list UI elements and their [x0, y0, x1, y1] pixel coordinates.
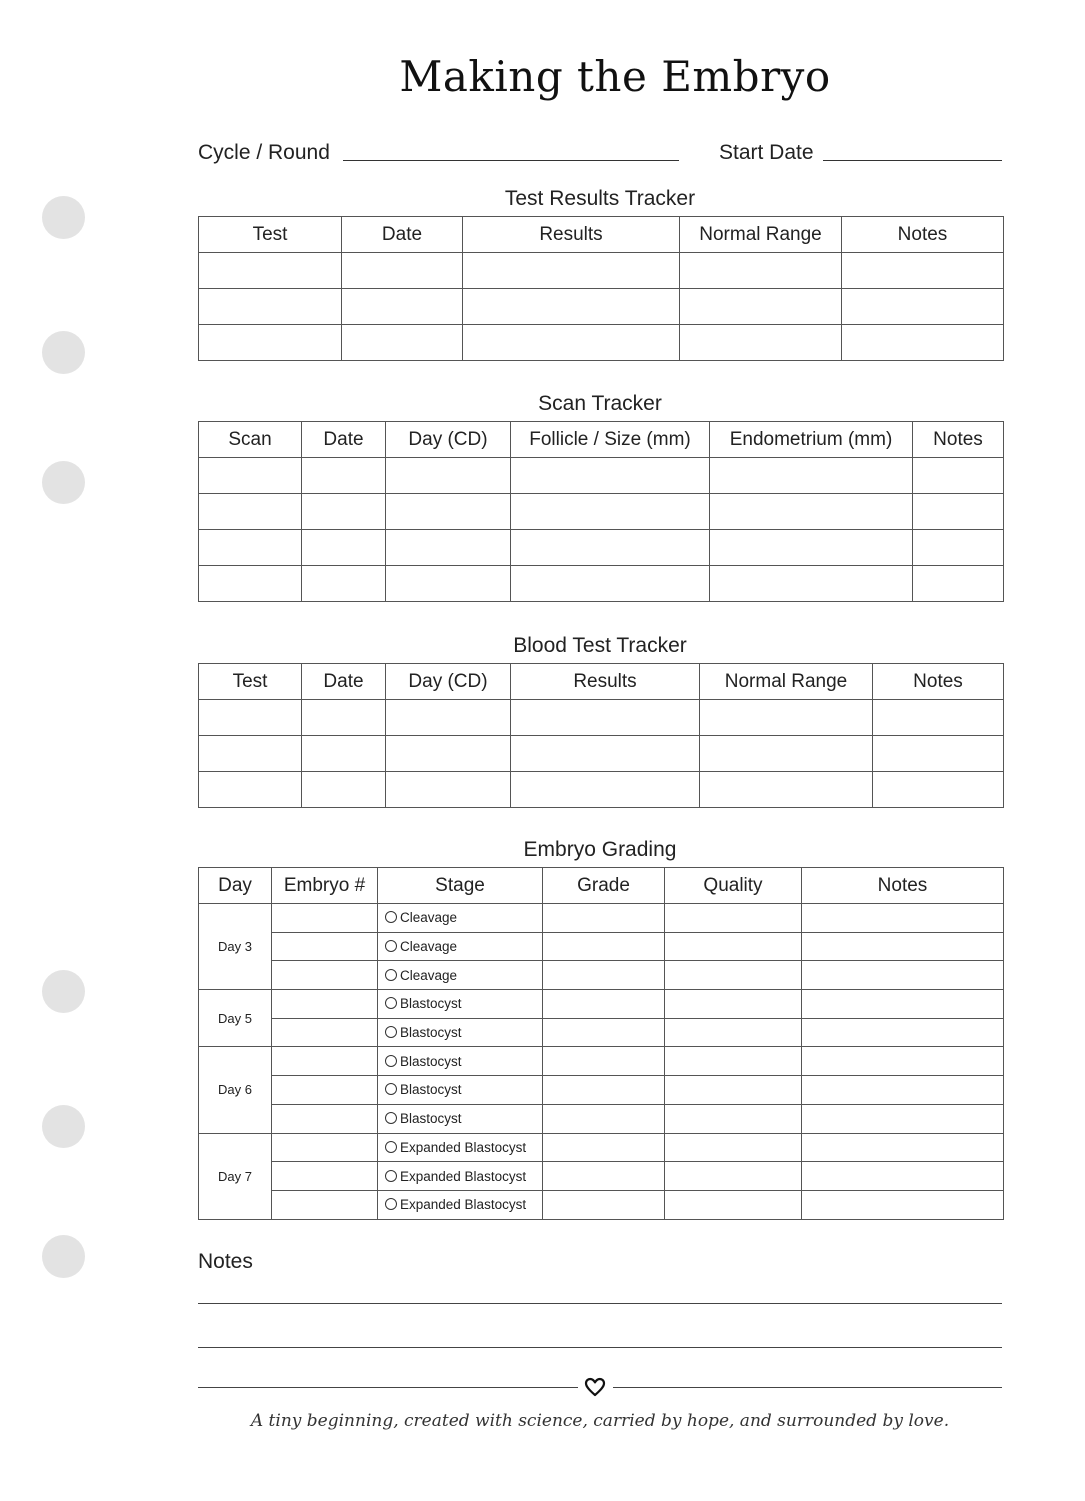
radio-icon[interactable] — [385, 997, 397, 1009]
table-cell[interactable] — [302, 772, 386, 808]
embryo-grading-title: Embryo Grading — [523, 838, 677, 861]
binder-hole — [42, 970, 85, 1013]
table-row — [199, 1104, 1004, 1133]
table-cell[interactable] — [700, 772, 873, 808]
column-header: Normal Range — [700, 664, 873, 700]
column-header: Day — [199, 868, 272, 904]
table-cell[interactable] — [463, 289, 680, 325]
table-cell[interactable] — [543, 1104, 665, 1133]
radio-icon[interactable] — [385, 969, 397, 981]
table-cell[interactable] — [700, 736, 873, 772]
table-row — [199, 494, 1004, 530]
table-cell[interactable] — [272, 990, 378, 1019]
binder-hole — [42, 461, 85, 504]
table-cell[interactable] — [302, 566, 386, 602]
column-header: Day (CD) — [386, 664, 511, 700]
table-cell[interactable] — [802, 932, 1004, 961]
day-label: Day 5 — [199, 990, 272, 1047]
test-results-table — [198, 216, 1004, 361]
table-cell[interactable] — [842, 325, 1004, 361]
radio-icon[interactable] — [385, 1170, 397, 1182]
table-row — [199, 736, 1004, 772]
table-cell[interactable] — [386, 566, 511, 602]
cycle-round-field[interactable] — [343, 160, 679, 161]
table-row — [199, 1047, 1004, 1076]
radio-icon[interactable] — [385, 1112, 397, 1124]
table-cell[interactable] — [199, 494, 302, 530]
table-cell[interactable] — [665, 904, 802, 933]
table-cell[interactable] — [700, 700, 873, 736]
stage-label: Cleavage — [400, 939, 458, 955]
table-row — [199, 458, 1004, 494]
table-cell[interactable] — [913, 530, 1004, 566]
table-cell[interactable] — [272, 904, 378, 933]
table-cell[interactable] — [543, 932, 665, 961]
table-cell[interactable] — [272, 961, 378, 990]
table-cell[interactable] — [199, 289, 342, 325]
table-cell[interactable] — [680, 289, 842, 325]
table-cell[interactable] — [302, 736, 386, 772]
table-cell[interactable] — [199, 253, 342, 289]
table-cell[interactable] — [710, 566, 913, 602]
column-header: Normal Range — [680, 217, 842, 253]
table-cell[interactable] — [302, 530, 386, 566]
stage-label: Cleavage — [400, 910, 458, 926]
table-cell[interactable] — [665, 1076, 802, 1105]
notes-line[interactable] — [198, 1347, 1002, 1348]
table-cell[interactable] — [386, 494, 511, 530]
table-cell[interactable] — [802, 904, 1004, 933]
stage-option[interactable] — [378, 1104, 543, 1133]
table-row — [199, 904, 1004, 933]
table-cell[interactable] — [710, 494, 913, 530]
table-cell[interactable] — [199, 772, 302, 808]
column-header: Results — [463, 217, 680, 253]
table-cell[interactable] — [802, 1018, 1004, 1047]
table-row — [199, 1162, 1004, 1191]
column-header: Follicle / Size (mm) — [511, 422, 710, 458]
column-header: Scan — [199, 422, 302, 458]
table-cell[interactable] — [665, 1133, 802, 1162]
column-header: Day (CD) — [386, 422, 511, 458]
table-cell[interactable] — [386, 458, 511, 494]
table-cell[interactable] — [386, 736, 511, 772]
table-cell[interactable] — [511, 530, 710, 566]
table-cell[interactable] — [199, 566, 302, 602]
table-cell[interactable] — [199, 530, 302, 566]
table-row — [199, 530, 1004, 566]
table-cell[interactable] — [802, 1047, 1004, 1076]
table-cell[interactable] — [665, 1018, 802, 1047]
table-cell[interactable] — [199, 325, 342, 361]
stage-label: Blastocyst — [400, 1082, 462, 1098]
table-cell[interactable] — [272, 1047, 378, 1076]
table-cell[interactable] — [665, 1190, 802, 1219]
table-header-row — [199, 217, 1004, 253]
table-row — [199, 932, 1004, 961]
page-title: Making the Embryo — [399, 52, 831, 101]
column-header: Notes — [842, 217, 1004, 253]
divider-line — [198, 1387, 578, 1388]
table-cell[interactable] — [199, 736, 302, 772]
table-cell[interactable] — [386, 772, 511, 808]
table-cell[interactable] — [665, 932, 802, 961]
binder-hole — [42, 1235, 85, 1278]
binder-hole — [42, 1105, 85, 1148]
table-cell[interactable] — [842, 289, 1004, 325]
table-row — [199, 566, 1004, 602]
column-header: Date — [302, 422, 386, 458]
stage-option[interactable] — [378, 990, 543, 1019]
table-cell[interactable] — [710, 458, 913, 494]
table-cell[interactable] — [272, 932, 378, 961]
table-cell[interactable] — [543, 904, 665, 933]
table-cell[interactable] — [543, 1133, 665, 1162]
table-cell[interactable] — [272, 1076, 378, 1105]
table-cell[interactable] — [665, 1047, 802, 1076]
notes-line[interactable] — [198, 1303, 1002, 1304]
table-cell[interactable] — [511, 700, 700, 736]
radio-icon[interactable] — [385, 1141, 397, 1153]
table-cell[interactable] — [802, 990, 1004, 1019]
stage-option[interactable] — [378, 1047, 543, 1076]
radio-icon[interactable] — [385, 1026, 397, 1038]
table-cell[interactable] — [543, 990, 665, 1019]
table-cell[interactable] — [511, 458, 710, 494]
stage-label: Expanded Blastocyst — [400, 1197, 527, 1213]
start-date-field[interactable] — [823, 160, 1002, 161]
blood-test-table — [198, 663, 1004, 808]
column-header: Date — [342, 217, 463, 253]
table-cell[interactable] — [543, 1162, 665, 1191]
column-header: Grade — [543, 868, 665, 904]
binder-hole — [42, 331, 85, 374]
stage-option[interactable] — [378, 1076, 543, 1105]
stage-label: Blastocyst — [400, 1111, 462, 1127]
table-cell[interactable] — [913, 494, 1004, 530]
notes-label: Notes — [198, 1250, 253, 1273]
table-cell[interactable] — [272, 1104, 378, 1133]
table-cell[interactable] — [272, 1133, 378, 1162]
scan-tracker-table — [198, 421, 1004, 602]
table-cell[interactable] — [665, 990, 802, 1019]
table-header-row — [199, 422, 1004, 458]
column-header: Results — [511, 664, 700, 700]
table-cell[interactable] — [680, 253, 842, 289]
scan-tracker-title: Scan Tracker — [538, 392, 662, 415]
column-header: Notes — [873, 664, 1004, 700]
table-cell[interactable] — [342, 325, 463, 361]
stage-label: Expanded Blastocyst — [400, 1139, 527, 1155]
table-cell[interactable] — [665, 1104, 802, 1133]
table-cell[interactable] — [543, 1018, 665, 1047]
column-header: Date — [302, 664, 386, 700]
table-cell[interactable] — [463, 253, 680, 289]
table-cell[interactable] — [199, 700, 302, 736]
table-cell[interactable] — [543, 1190, 665, 1219]
stage-option[interactable] — [378, 1133, 543, 1162]
table-cell[interactable] — [543, 1076, 665, 1105]
table-cell[interactable] — [342, 289, 463, 325]
stage-option[interactable] — [378, 961, 543, 990]
table-row — [199, 1190, 1004, 1219]
stage-option[interactable] — [378, 1018, 543, 1047]
cycle-round-label: Cycle / Round — [198, 141, 330, 164]
column-header: Test — [199, 217, 342, 253]
day-label: Day 6 — [199, 1047, 272, 1133]
column-header: Endometrium (mm) — [710, 422, 913, 458]
stage-label: Blastocyst — [400, 1053, 462, 1069]
column-header: Test — [199, 664, 302, 700]
radio-icon[interactable] — [385, 1055, 397, 1067]
day-label: Day 7 — [199, 1133, 272, 1219]
table-cell[interactable] — [302, 700, 386, 736]
divider-line — [613, 1387, 1002, 1388]
table-cell[interactable] — [302, 494, 386, 530]
table-cell[interactable] — [802, 1104, 1004, 1133]
test-results-title: Test Results Tracker — [504, 187, 696, 210]
table-cell[interactable] — [802, 1162, 1004, 1191]
table-row — [199, 990, 1004, 1019]
stage-option[interactable] — [378, 904, 543, 933]
column-header: Notes — [802, 868, 1004, 904]
table-header-row — [199, 868, 1004, 904]
table-cell[interactable] — [543, 961, 665, 990]
table-cell[interactable] — [665, 1162, 802, 1191]
table-cell[interactable] — [302, 458, 386, 494]
column-header: Embryo # — [272, 868, 378, 904]
table-header-row — [199, 664, 1004, 700]
table-row — [199, 253, 1004, 289]
table-cell[interactable] — [802, 1076, 1004, 1105]
table-row — [199, 700, 1004, 736]
stage-label: Blastocyst — [400, 1025, 462, 1041]
table-cell[interactable] — [842, 253, 1004, 289]
table-row — [199, 1018, 1004, 1047]
binder-hole — [42, 196, 85, 239]
table-cell[interactable] — [543, 1047, 665, 1076]
blood-test-title: Blood Test Tracker — [513, 634, 687, 657]
stage-label: Expanded Blastocyst — [400, 1168, 527, 1184]
table-cell[interactable] — [913, 566, 1004, 602]
heart-icon — [583, 1375, 607, 1399]
table-row — [199, 1133, 1004, 1162]
table-cell[interactable] — [511, 566, 710, 602]
column-header: Quality — [665, 868, 802, 904]
table-cell[interactable] — [665, 961, 802, 990]
column-header: Notes — [913, 422, 1004, 458]
stage-option[interactable] — [378, 1190, 543, 1219]
table-row — [199, 1076, 1004, 1105]
table-cell[interactable] — [680, 325, 842, 361]
table-cell[interactable] — [511, 494, 710, 530]
table-cell[interactable] — [342, 253, 463, 289]
stage-option[interactable] — [378, 932, 543, 961]
table-cell[interactable] — [802, 1133, 1004, 1162]
table-cell[interactable] — [802, 1190, 1004, 1219]
table-cell[interactable] — [199, 458, 302, 494]
table-cell[interactable] — [272, 1190, 378, 1219]
column-header: Stage — [378, 868, 543, 904]
radio-icon[interactable] — [385, 911, 397, 923]
table-cell[interactable] — [272, 1162, 378, 1191]
table-row — [199, 325, 1004, 361]
table-row — [199, 289, 1004, 325]
table-cell[interactable] — [873, 772, 1004, 808]
table-cell[interactable] — [386, 530, 511, 566]
stage-label: Cleavage — [400, 967, 458, 983]
table-cell[interactable] — [873, 736, 1004, 772]
day-label: Day 3 — [199, 904, 272, 990]
footer-quote: A tiny beginning, created with science, carried by hope, and surrounded by love. — [250, 1411, 950, 1431]
table-cell[interactable] — [463, 325, 680, 361]
stage-label: Blastocyst — [400, 996, 462, 1012]
table-cell[interactable] — [511, 736, 700, 772]
start-date-label: Start Date — [719, 141, 814, 164]
table-cell[interactable] — [511, 772, 700, 808]
embryo-grading-table — [198, 867, 1004, 1220]
table-cell[interactable] — [913, 458, 1004, 494]
stage-option[interactable] — [378, 1162, 543, 1191]
table-cell[interactable] — [272, 1018, 378, 1047]
table-row — [199, 772, 1004, 808]
radio-icon[interactable] — [385, 1198, 397, 1210]
table-cell[interactable] — [873, 700, 1004, 736]
table-cell[interactable] — [710, 530, 913, 566]
radio-icon[interactable] — [385, 1083, 397, 1095]
table-cell[interactable] — [386, 700, 511, 736]
table-cell[interactable] — [802, 961, 1004, 990]
radio-icon[interactable] — [385, 940, 397, 952]
table-row — [199, 961, 1004, 990]
